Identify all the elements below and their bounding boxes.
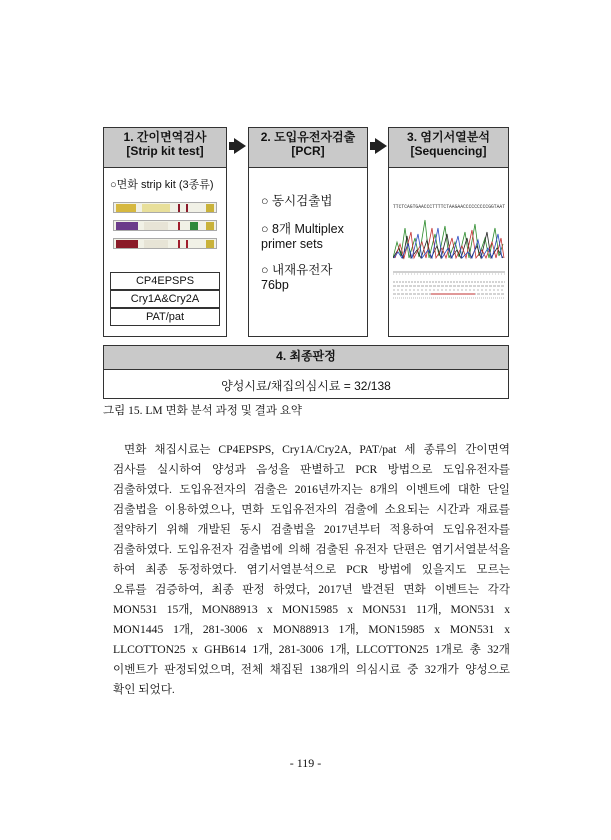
step-strip-kit-title: 1. 간이면역검사 [123, 130, 207, 144]
strip-kit-label: ○면화 strip kit (3종류) [110, 179, 214, 191]
chromatogram-sequence: TTCTCAGTGAACCCTTTTCTAAGAACCCCCCCCCGGTAAT [393, 204, 505, 210]
body-line-9: MON531 15개, MON88913 x MON15985 x MON531 11개, MON531 x [113, 603, 510, 616]
body-line-12: 이벤트가 판정되었으며, 전체 채집된 138개의 의심시료 중 32개가 양성으로 [113, 663, 510, 676]
strip-label-cp4epsps: CP4EPSPS [110, 272, 220, 290]
body-line-13: 확인 되었다. [113, 683, 175, 696]
arrow-2-head [375, 138, 387, 154]
final-judgement-box [103, 345, 509, 399]
step-pcr-box [248, 127, 368, 337]
step-strip-kit-box [103, 127, 227, 337]
body-line-10: MON1445 1개, 281-3006 x MON88913 1개, MON15985 x MON531 x [113, 623, 510, 636]
alignment-image [393, 268, 505, 304]
body-line-1: 면화 채집시료는 CP4EPSPS, Cry1A/Cry2A, PAT/pat 세 종류의 간이면역 [124, 443, 510, 456]
pcr-bullet-simultaneous: ○ 동시검출법 [261, 194, 333, 208]
strip-label-cry1a-cry2a: Cry1A&Cry2A [110, 290, 220, 308]
step-sequencing-box [388, 127, 509, 337]
body-text [113, 440, 510, 700]
body-line-5: 절약하기 위해 개발된 동시 검출법을 2017년부터 적용하여 도입유전자를 [113, 523, 510, 536]
figure-caption: 그림 15. LM 면화 분석 과정 및 결과 요약 [103, 405, 303, 417]
body-line-11: LLCOTTON25 x GHB614 1개, 281-3006 1개, LLCOTTON25 1개로 총 32개 [113, 643, 510, 656]
step-strip-kit-subtitle: [Strip kit test] [126, 144, 204, 158]
step-sequencing-subtitle: [Sequencing] [410, 144, 487, 158]
step-sequencing-title: 3. 염기서열분석 [407, 130, 490, 144]
final-judgement-header: 4. 최종판정 [104, 346, 508, 370]
pcr-bullet-endogenous: ○ 내재유전자 76bp [261, 263, 333, 292]
final-judgement-result: 양성시료/채집의심시료 = 32/138 [221, 379, 391, 393]
strip-image-1 [113, 202, 217, 213]
arrow-1-head [234, 138, 246, 154]
body-line-2: 검사를 실시하여 양성과 음성을 판별하고 PCR 방법으로 도입유전자를 [113, 463, 510, 476]
pcr-bullet-multiplex: ○ 8개 Multiplex primer sets [261, 222, 344, 251]
step-pcr-subtitle: [PCR] [291, 144, 325, 158]
chromatogram-image [393, 198, 505, 262]
step-pcr-header [249, 128, 367, 168]
body-line-8: 오류를 검증하여, 최종 판정 하였다, 2017년 발견된 면화 이벤트는 각각 [113, 583, 510, 596]
step-strip-kit-header [104, 128, 226, 168]
step-sequencing-header [389, 128, 508, 168]
body-line-4: 검출법을 이용하였으나, 면화 도입유전자의 검출에 소요되는 시간과 재료를 [113, 503, 510, 516]
body-line-3: 검출하였다. 도입유전자의 검출은 2016년까지는 8개의 이벤트에 대한 단일 [113, 483, 510, 496]
body-line-7: 하여 최종 동정하였다. 염기서열분석으로 PCR 방법에 있을지도 모르는 [113, 563, 510, 576]
page-number: - 119 - [289, 756, 322, 770]
body-line-6: 검출하였다. 도입유전자 검출법에 의해 검출된 유전자 단편은 염기서열분석을 [113, 543, 510, 556]
step-pcr-title: 2. 도입유전자검출 [260, 130, 356, 144]
strip-image-3 [113, 238, 217, 249]
strip-image-2 [113, 220, 217, 231]
strip-label-pat: PAT/pat [110, 308, 220, 326]
